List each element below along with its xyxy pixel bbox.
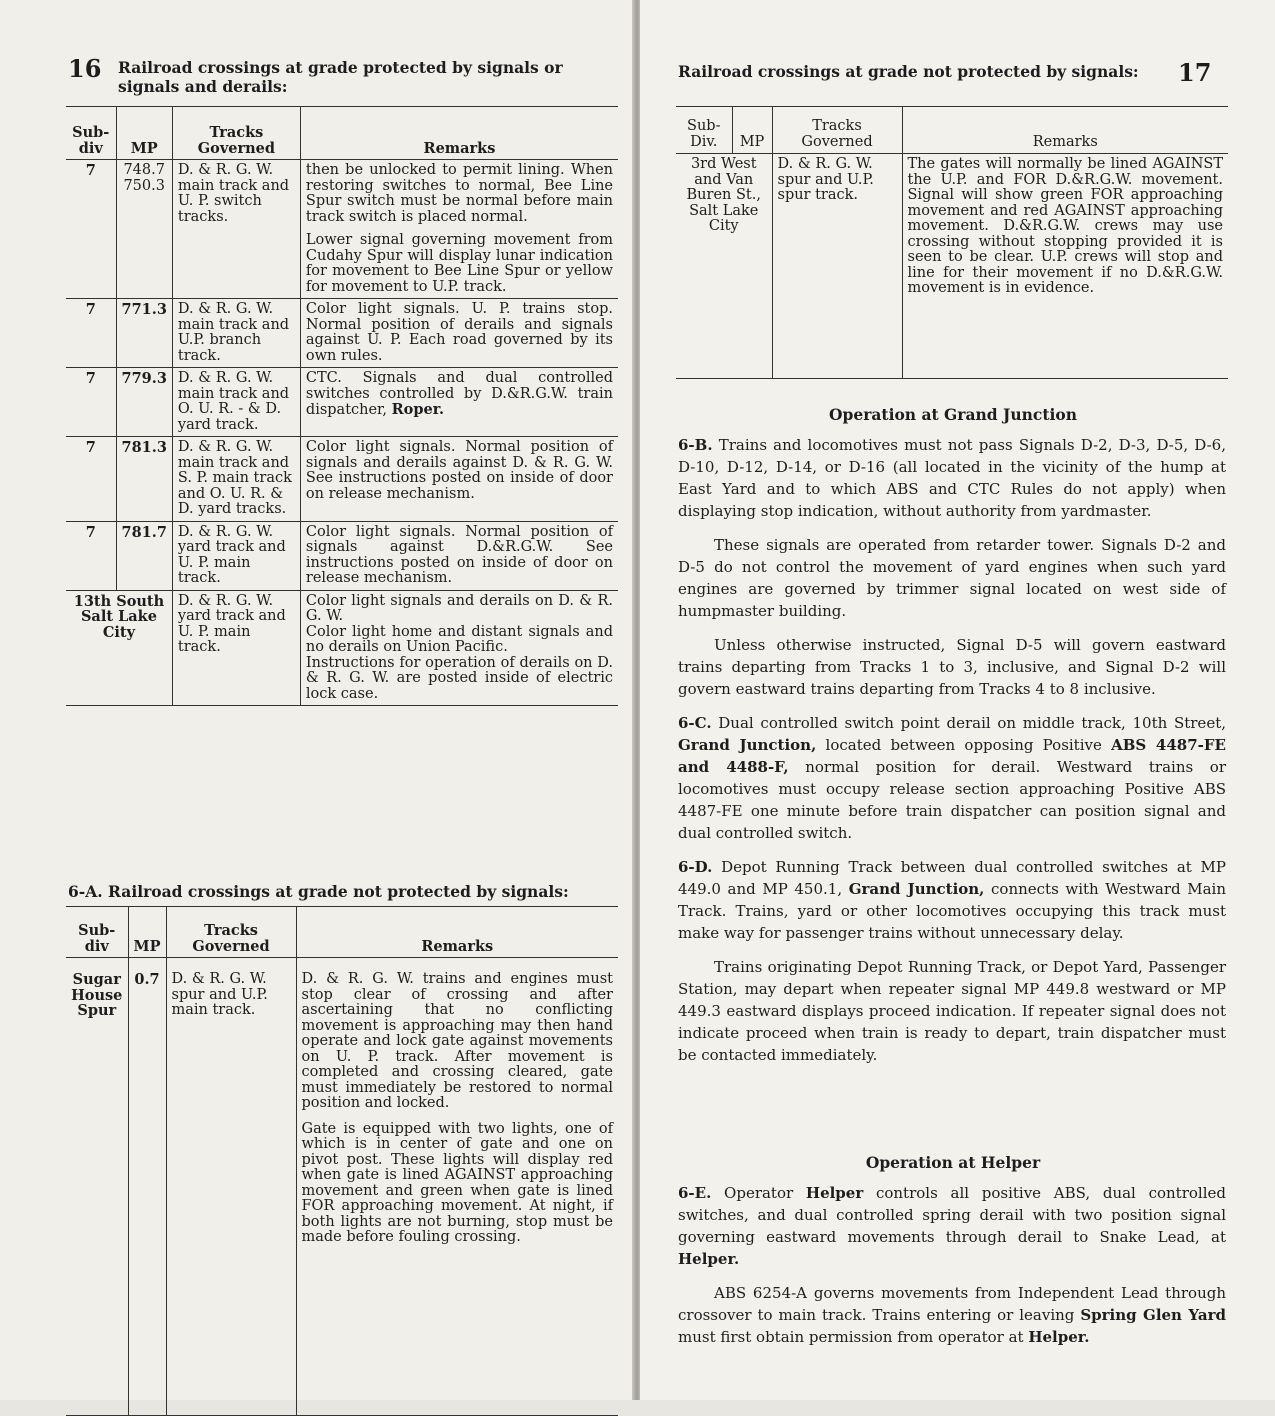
- cell-remarks: Color light signals. Normal position of signals and derails against D. & R. G. W. See instructions posted on inside of door on release mechanism.: [300, 437, 618, 522]
- header-subdiv: Sub-div: [78, 922, 116, 955]
- table-header-row: [676, 107, 1228, 154]
- remarks-text: Gate is equipped with two lights, one of which is in center of gate and one on pivot post. These lights will display red when gate is lined AGAINST approaching movement and green when gate is lined FOR approaching movement. At night, if both lights are not burning, stop must be made before fouling crossing.: [301, 1120, 613, 1245]
- remarks-text: Color light home and distant signals and no derails on Union Pacific.: [305, 623, 613, 655]
- header-mp: MP: [732, 107, 772, 154]
- place-name: Grand Junction,: [678, 736, 817, 754]
- header-tracks: Tracks Governed: [772, 107, 902, 154]
- cell-subdiv: 7: [85, 162, 96, 179]
- rule-text: Trains and locomotives must not pass Signals D-2, D-3, D-5, D-6, D-10, D-12, D-14, or D-16 (all located in the vicinity of the hump at East Yard and to which ABS and CTC Rules do not apply) when displaying stop indication, without authority from yardmaster.: [678, 436, 1226, 520]
- rule-label: 6-B.: [678, 436, 713, 454]
- cell-remarks: Color light signals. Normal position of signals against D.&R.G.W. See instructions posted on inside of door on release mechanism.: [300, 521, 618, 590]
- cell-mp: 781.3: [116, 437, 172, 522]
- header-subdiv: Sub-Div.: [687, 118, 721, 150]
- rule-text: Trains originating Depot Running Track, or Depot Yard, Passenger Station, may depart when repeater signal MP 449.8 westward or MP 449.3 eastward displays proceed indication. If repeater signal does not indicate proceed when train is ready to depart, train dispatcher must be contacted immediately.: [678, 958, 1226, 1064]
- place-name: Helper.: [678, 1250, 740, 1268]
- header-remarks: Remarks: [902, 107, 1228, 154]
- remarks-text: Instructions for operation of derails on D. & R. G. W. are posted inside of electric lock case.: [305, 654, 613, 702]
- cell-mp: 779.3: [116, 368, 172, 437]
- cell-remarks: Color light signals. U. P. trains stop. Normal position of derails and signals against U. P. Each road governed by its own rules.: [300, 299, 618, 368]
- page-heading: Railroad crossings at grade not protected by signals:: [678, 62, 1139, 81]
- section-heading: Operation at Grand Junction: [829, 405, 1077, 424]
- remarks-text: D. & R. G. W. trains and engines must stop clear of crossing and after ascertaining that no conflicting movement is approaching may then hand operate and lock gate against movements on U. P. track. After movement is completed and crossing cleared, gate must immediately be restored to normal position and locked.: [301, 971, 613, 1111]
- signal-id: ABS 4487-FE and 4488-F,: [678, 736, 1226, 776]
- table-row: [676, 154, 1228, 379]
- page-heading: Railroad crossings at grade protected by signals or signals and derails:: [118, 58, 563, 96]
- remarks-text: CTC. Signals and dual controlled switches controlled by D.&R.G.W. train dispatcher,: [305, 370, 613, 418]
- table-row: [66, 590, 618, 706]
- yard-name: Spring Glen Yard: [1080, 1306, 1226, 1324]
- cell-tracks: D. & R. G. W. spur and U.P. spur track.: [772, 154, 902, 379]
- unprotected-crossings-table: [66, 906, 618, 1416]
- cell-mp: 748.7 750.3: [116, 160, 172, 299]
- right-page: [640, 0, 1275, 1400]
- crossings-table: [66, 106, 618, 706]
- cell-mp: 0.7: [128, 958, 166, 1416]
- table-header-row: [66, 107, 618, 160]
- cell-remarks: [300, 368, 618, 437]
- page-number: 17: [1178, 58, 1212, 87]
- cell-subdiv: 7: [85, 301, 96, 318]
- header-remarks: Remarks: [300, 107, 618, 160]
- header-mp: MP: [128, 907, 166, 958]
- table-row: [66, 160, 618, 299]
- cell-tracks: D. & R. G. W. yard track and U. P. main track.: [172, 590, 300, 706]
- header-tracks: Tracks Governed: [172, 107, 300, 160]
- cell-subdiv: Sugar House Spur: [71, 971, 123, 1019]
- crossings-table: [676, 106, 1228, 379]
- header-remarks: Remarks: [296, 907, 618, 958]
- remarks-text: Lower signal governing movement from Cudahy Spur will display lunar indication for movement to Bee Line Spur or yellow for movement to U.P. track.: [305, 232, 613, 295]
- rule-text: ABS 6254-A governs movements from Independent Lead through crossover to main track. Trains entering or leaving: [678, 1284, 1226, 1324]
- rule-text: Depot Running Track between dual controlled switches at MP 449.0 and MP 450.1,: [678, 858, 1226, 898]
- place-name: Grand Junction,: [848, 880, 985, 898]
- table-row: [66, 958, 618, 1416]
- cell-tracks: D. & R. G. W. main track and O. U. R. - & D. yard track.: [172, 368, 300, 437]
- cell-subdiv: 13th South Salt Lake City: [73, 592, 165, 641]
- header-subdiv: Sub-div: [72, 124, 110, 157]
- table-row: [66, 299, 618, 368]
- cell-remarks: The gates will normally be lined AGAINST the U.P. and FOR D.&R.G.W. movement. Signal will show green FOR approaching movement and red AGAINST approaching movement. D.&R.G.W. crews may use crossing without stopping provided it is seen to be clear. U.P. crews will stop and line for their movement if no D.&R.G.W. movement is in evidence.: [902, 154, 1228, 379]
- rule-text: connects with Westward Main Track. Trains, yard or other locomotives occupying this track must make way for passenger trains without unnecessary delay.: [678, 880, 1226, 942]
- cell-subdiv: 7: [85, 523, 96, 541]
- operation-text: [678, 434, 1226, 1078]
- page-number: 16: [68, 54, 102, 83]
- rule-label: 6-D.: [678, 858, 713, 876]
- table-row: [66, 368, 618, 437]
- cell-subdiv: 3rd West and Van Buren St., Salt Lake City: [686, 156, 761, 234]
- cell-tracks: D. & R. G. W. main track and S. P. main track and O. U. R. & D. yard tracks.: [172, 437, 300, 522]
- place-name: Helper: [805, 1184, 864, 1202]
- helper-text: [678, 1182, 1226, 1360]
- place-name: Helper.: [1028, 1328, 1090, 1346]
- cell-tracks: D. & R. G. W. spur and U.P. main track.: [166, 958, 296, 1416]
- cell-tracks: D. & R. G. W. main track and U. P. switch tracks.: [172, 160, 300, 299]
- remarks-text: Color light signals and derails on D. & R. G. W.: [305, 592, 613, 624]
- rule-text: Dual controlled switch point derail on middle track, 10th Street,: [718, 714, 1226, 732]
- section-heading: Operation at Helper: [865, 1153, 1041, 1172]
- cell-remarks: [300, 160, 618, 299]
- header-mp: MP: [116, 107, 172, 160]
- cell-tracks: D. & R. G. W. yard track and U. P. main track.: [172, 521, 300, 590]
- cell-subdiv: 7: [85, 370, 96, 387]
- rule-text: controls all positive ABS, dual controlled switches, and dual controlled spring derail with two position signal governing eastward movements through derail to Snake Lead, at: [678, 1184, 1226, 1246]
- rule-text: normal position for derail. Westward trains or locomotives must occupy release section approaching Positive ABS 4487-FE one minute before train dispatcher can position signal and dual controlled switch.: [678, 758, 1227, 842]
- rule-text: must first obtain permission from operator at: [678, 1328, 1024, 1346]
- left-page: [0, 0, 634, 1400]
- rule-text: Operator: [724, 1184, 794, 1202]
- rule-label: 6-E.: [678, 1184, 712, 1202]
- header-tracks: Tracks Governed: [166, 907, 296, 958]
- cell-tracks: D. & R. G. W. main track and U.P. branch track.: [172, 299, 300, 368]
- rule-text: located between opposing Positive: [825, 736, 1102, 754]
- table-row: [66, 437, 618, 522]
- cell-mp: 771.3: [116, 299, 172, 368]
- section-6a-title: 6-A. Railroad crossings at grade not protected by signals:: [68, 882, 569, 901]
- table-row: [66, 521, 618, 590]
- table-header-row: [66, 907, 618, 958]
- rule-text: Unless otherwise instructed, Signal D-5 will govern eastward trains departing from Tracks 1 to 3, inclusive, and Signal D-2 will govern eastward trains departing from Tracks 4 to 8 inclusive.: [678, 636, 1226, 698]
- rule-text: These signals are operated from retarder tower. Signals D-2 and D-5 do not control the movement of yard engines when such yard engines are governed by trimmer signal located on west side of humpmaster building.: [678, 536, 1226, 620]
- cell-subdiv: 7: [85, 439, 96, 456]
- rule-label: 6-C.: [678, 714, 712, 732]
- cell-mp: 781.7: [116, 521, 172, 590]
- dispatcher-name: Roper.: [391, 401, 445, 418]
- cell-remarks: [300, 590, 618, 706]
- cell-remarks: [296, 958, 618, 1416]
- remarks-text: then be unlocked to permit lining. When restoring switches to normal, Bee Line Spur switch must be normal before main track switch is placed normal.: [305, 162, 613, 225]
